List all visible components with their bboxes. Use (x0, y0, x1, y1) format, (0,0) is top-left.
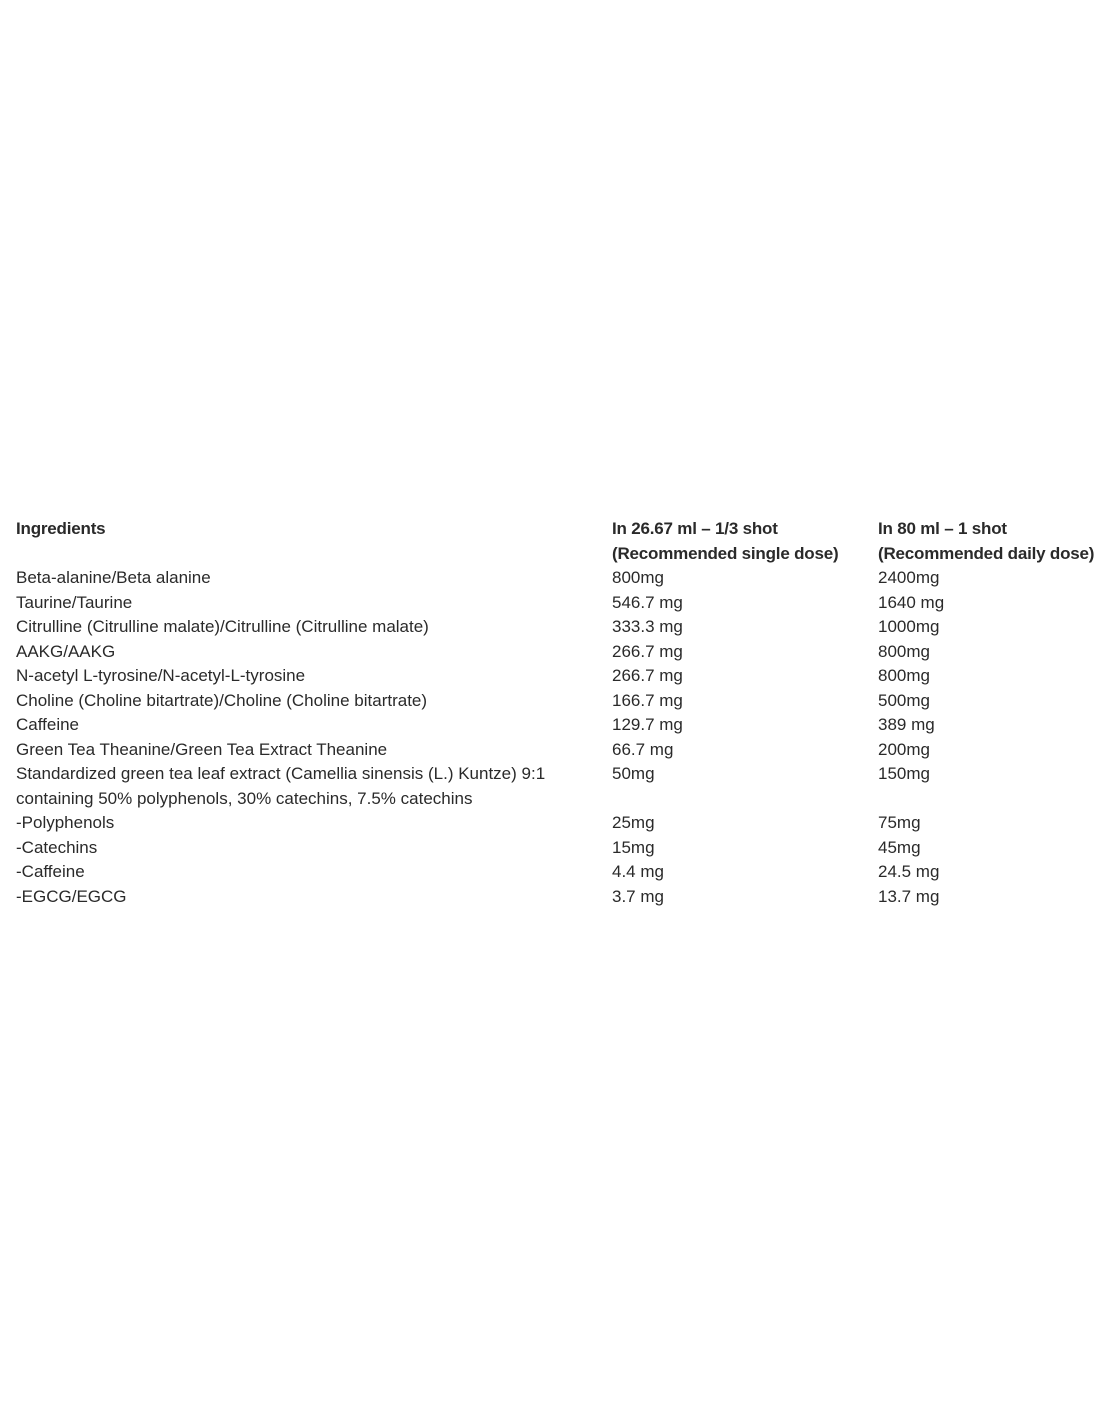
table-row (16, 762, 1100, 787)
single-dose-value: 166.7 mg (612, 690, 683, 710)
table-row (16, 738, 1100, 763)
ingredients-table (16, 517, 1100, 909)
table-row (16, 860, 1100, 885)
daily-dose-value: 500mg (878, 690, 930, 710)
table-row (16, 591, 1100, 616)
daily-dose-value: 75mg (878, 813, 921, 832)
single-dose-header-line1: In 26.67 ml – 1/3 shot (612, 519, 778, 538)
ingredient-name: -Catechins (16, 837, 98, 857)
single-dose-value: 66.7 mg (612, 739, 674, 759)
table-row (16, 713, 1100, 738)
header-row-2 (16, 542, 1100, 567)
ingredient-name: Choline (Choline bitartrate)/Choline (Choline bitartrate) (16, 690, 428, 710)
single-dose-value: 266.7 mg (612, 641, 683, 661)
single-dose-header-line2: (Recommended single dose) (612, 543, 839, 563)
ingredient-name: Beta-alanine/Beta alanine (16, 568, 211, 587)
single-dose-value: 25mg (612, 813, 655, 832)
ingredient-name: N-acetyl L-tyrosine/N-acetyl-L-tyrosine (16, 666, 306, 685)
table-row (16, 811, 1100, 836)
single-dose-value: 15mg (612, 837, 655, 857)
daily-dose-value: 2400mg (878, 568, 940, 587)
daily-dose-value: 1640 mg (878, 592, 945, 612)
ingredient-name: Citrulline (Citrulline malate)/Citrulline (Citrulline malate) (16, 617, 429, 636)
daily-dose-value: 800mg (878, 641, 930, 661)
single-dose-value: 333.3 mg (612, 617, 683, 636)
table-row (16, 689, 1100, 714)
table-row (16, 836, 1100, 861)
single-dose-value: 129.7 mg (612, 715, 683, 734)
table-row (16, 640, 1100, 665)
daily-dose-value: 13.7 mg (878, 886, 940, 906)
ingredient-name: Caffeine (16, 715, 80, 734)
ingredient-name: -Caffeine (16, 862, 85, 881)
ingredient-name: -EGCG/EGCG (16, 886, 127, 906)
daily-dose-value: 800mg (878, 666, 930, 685)
daily-dose-value: 389 mg (878, 715, 935, 734)
header-row (16, 517, 1100, 542)
table-row (16, 885, 1100, 910)
table-row (16, 787, 1100, 812)
daily-dose-value: 45mg (878, 837, 921, 857)
daily-dose-value: 150mg (878, 764, 930, 783)
single-dose-value: 266.7 mg (612, 666, 683, 685)
table-row (16, 566, 1100, 591)
daily-dose-header-line2: (Recommended daily dose) (878, 543, 1095, 563)
ingredient-name: containing 50% polyphenols, 30% catechins, 7.5% catechins (16, 788, 473, 808)
ingredients-header: Ingredients (16, 519, 106, 538)
daily-dose-value: 24.5 mg (878, 862, 940, 881)
ingredient-name: Green Tea Theanine/Green Tea Extract Theanine (16, 739, 388, 759)
ingredient-name: AAKG/AAKG (16, 641, 116, 661)
single-dose-value: 800mg (612, 568, 664, 587)
ingredient-name: Taurine/Taurine (16, 592, 133, 612)
single-dose-value: 546.7 mg (612, 592, 683, 612)
daily-dose-value: 200mg (878, 739, 930, 759)
single-dose-value: 4.4 mg (612, 862, 664, 881)
daily-dose-header-line1: In 80 ml – 1 shot (878, 519, 1007, 538)
single-dose-value: 3.7 mg (612, 886, 664, 906)
ingredient-name: -Polyphenols (16, 813, 115, 832)
ingredient-name: Standardized green tea leaf extract (Camellia sinensis (L.) Kuntze) 9:1 (16, 764, 546, 783)
table-row (16, 615, 1100, 640)
single-dose-value: 50mg (612, 764, 655, 783)
table-row (16, 664, 1100, 689)
daily-dose-value: 1000mg (878, 617, 940, 636)
